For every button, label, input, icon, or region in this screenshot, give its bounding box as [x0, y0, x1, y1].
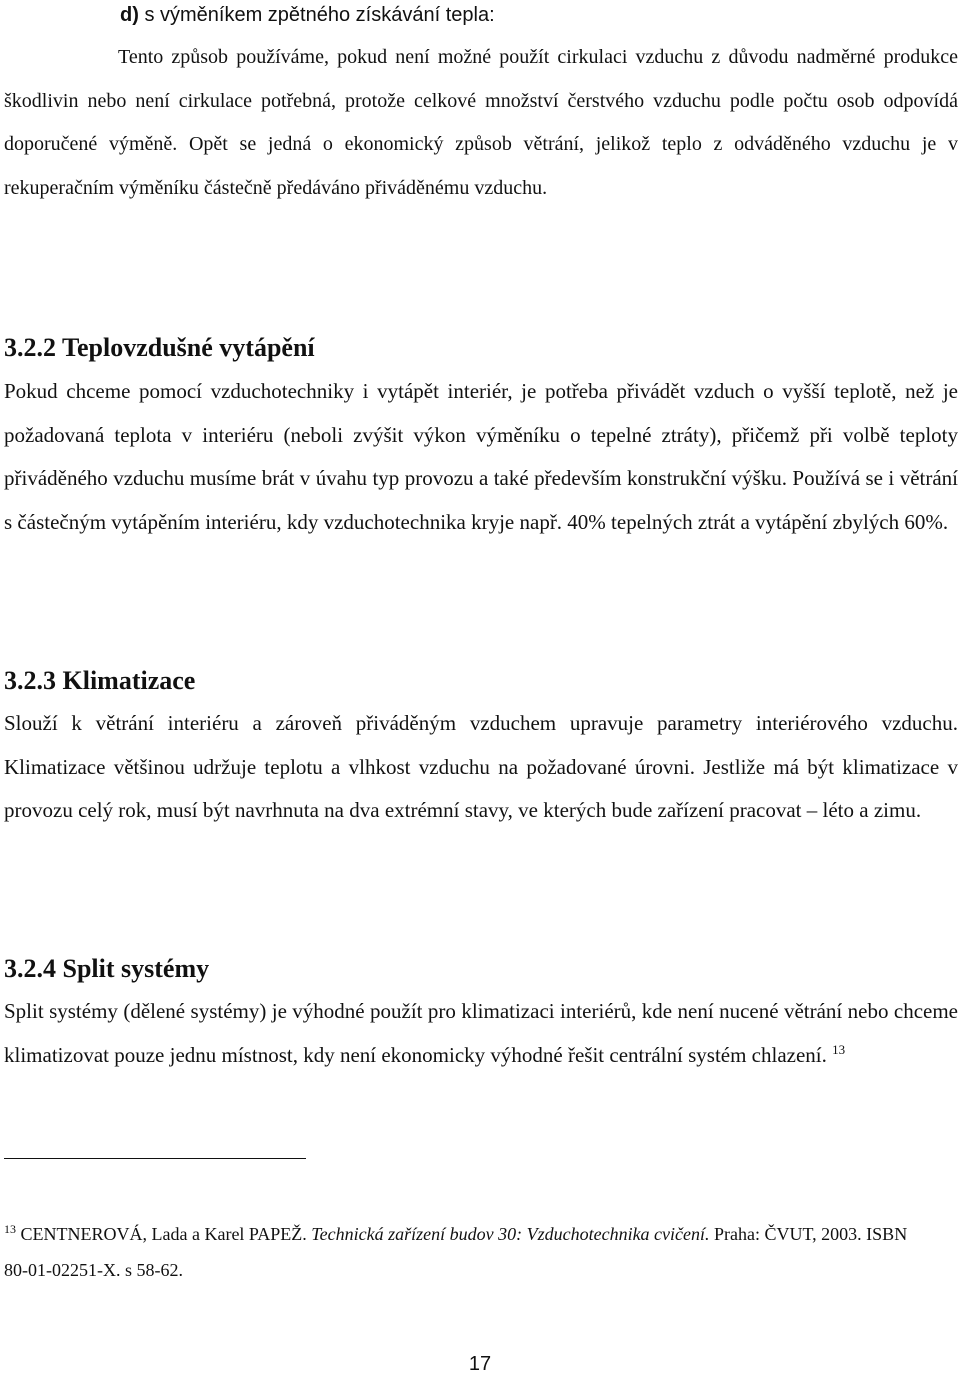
- subsection-d-label: d): [120, 4, 139, 26]
- section-heading-3-2-3: 3.2.3 Klimatizace: [4, 666, 196, 695]
- section-paragraph-3-2-2: Pokud chceme pomocí vzduchotechniky i vytápět interiér, je potřeba přivádět vzduch o vyšší teplotě, než je požadovaná teplota v interiéru (neboli zvýšit výkon výměníku o tepelné ztráty), přičemž při volbě teploty přiváděného vzduchu musíme brát v úvahu typ provozu a také především konstrukční výšku. Používá se i větrání s částečným vytápěním interiéru, kdy vzduchotechnika kryje např. 40% tepelných ztrát a vytápění zbylých 60%.: [4, 379, 958, 534]
- footnote-title: Technická zařízení budov 30: Vzduchotechnika cvičení.: [311, 1224, 710, 1244]
- page-number: 17: [468, 1353, 492, 1375]
- section-heading-3-2-4: 3.2.4 Split systémy: [4, 954, 210, 983]
- footnote-number: 13: [4, 1222, 16, 1236]
- section-paragraph-3-2-4: [4, 990, 958, 1077]
- footnote-separator: [4, 1158, 306, 1159]
- subsection-d-paragraph: Tento způsob používáme, pokud není možné použít cirkulaci vzduchu z důvodu nadměrné produkce škodlivin nebo není cirkulace potřebná, protože celkové množství čerstvého vzduchu podle počtu osob odpovídá doporučené výměně. Opět se jedná o ekonomický způsob větrání, jelikož teplo z odváděného vzduchu je v rekuperačním výměníku částečně předáváno přiváděnému vzduchu.: [4, 46, 958, 199]
- section-heading-3-2-2: 3.2.2 Teplovzdušné vytápění: [4, 333, 315, 362]
- footnote-authors: CENTNEROVÁ, Lada a Karel PAPEŽ.: [20, 1224, 307, 1244]
- section-paragraph-3-2-4-text: Split systémy (dělené systémy) je výhodné použít pro klimatizaci interiérů, kde není nucené větrání nebo chceme klimatizovat pouze jednu místnost, kdy není ekonomicky výhodné řešit centrální systém chlazení.: [4, 999, 958, 1067]
- section-paragraph-3-2-3: Slouží k větrání interiéru a zároveň přiváděným vzduchem upravuje parametry interiérového vzduchu. Klimatizace většinou udržuje teplotu a vlhkost vzduchu na požadované úrovni. Jestliže má být klimatizace v provozu celý rok, musí být navrhnuta na dva extrémní stavy, ve kterých bude zařízení pracovat – léto a zimu.: [4, 711, 958, 822]
- subsection-d-title: s výměníkem zpětného získávání tepla:: [138, 4, 495, 26]
- subsection-d-heading: [120, 0, 495, 30]
- footnote-publisher: Praha: ČVUT, 2003. ISBN 80-01-02251-X. s 58-62.: [4, 1224, 908, 1280]
- footnote: [4, 1216, 934, 1288]
- footnote-reference[interactable]: 13: [832, 1041, 846, 1057]
